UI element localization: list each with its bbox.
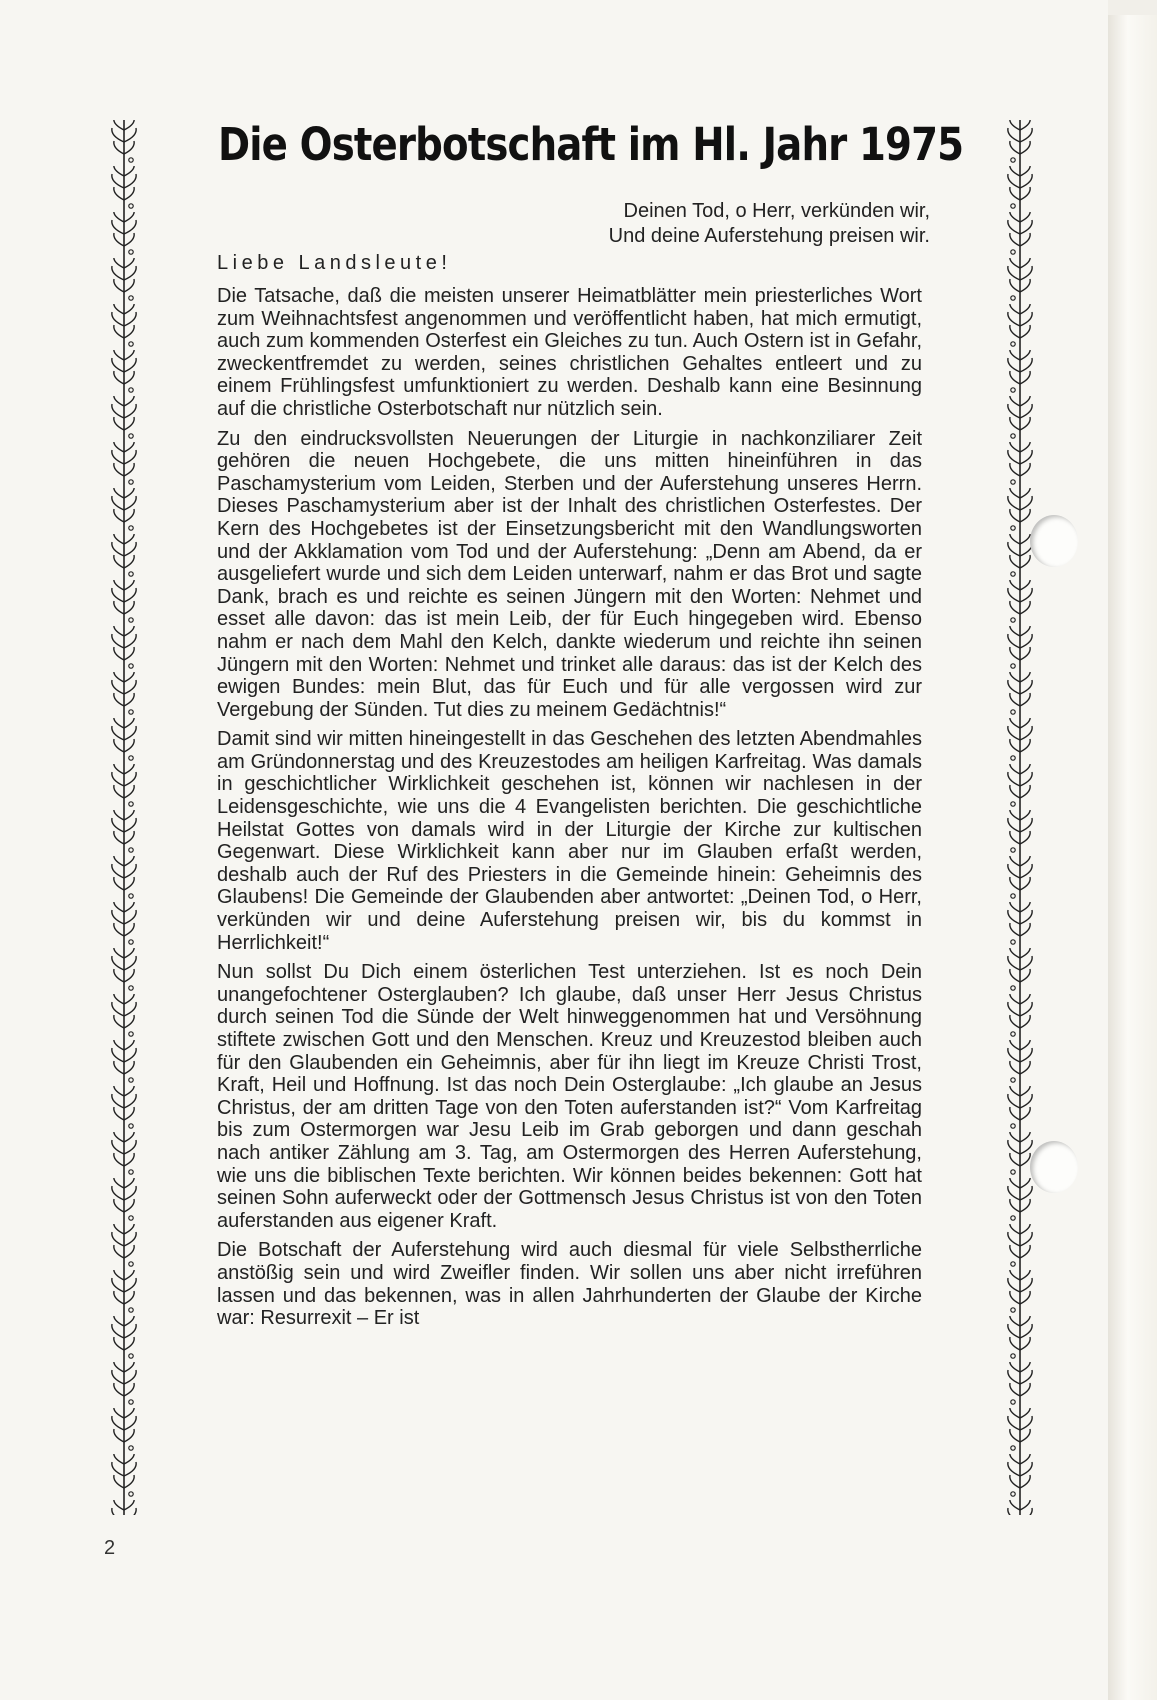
motto-line: Und deine Auferstehung preisen wir. [608,225,930,247]
article-body [217,285,922,1337]
page-number: 2 [104,1537,116,1559]
paragraph: Die Tatsache, daß die meisten unserer Heimatblätter mein priesterliches Wort zum Weihnachtsfest angenommen und veröffentlicht haben, hat mich ermutigt, auch zum kommenden Osterfest ein Gleiches zu tun. Auch Ostern ist in Gefahr, zweckentfremdet zu werden, seines christlichen Gehaltes entleert und zu einem Frühlingsfest umfunktioniert zu werden. Deshalb kann eine Besinnung auf die christliche Osterbotschaft nur nützlich sein. [217,285,922,420]
wheat-sprig-icon [106,120,142,1515]
motto-line: Deinen Tod, o Herr, verkünden wir, [623,200,930,222]
paragraph: Nun sollst Du Dich einem österlichen Test unterziehen. Ist es noch Dein unangefochtener Osterglauben? Ich glaube, daß unser Herr Jesus Christus durch seinen Tod die Sünde der Welt hinweggenommen hat und Versöhnung stiftete zwischen Gott und den Menschen. Kreuz und Kreuzestod bleiben auch für den Glaubenden ein Geheimnis, aber für ihn liegt im Kreuze Christi Trost, Kraft, Heil und Hoffnung. Ist das noch Dein Osterglaube: „Ich glaube an Jesus Christus, der am dritten Tage von den Toten auferstanden ist?“ Vom Karfreitag bis zum Ostermorgen war Jesu Leib im Grab geborgen und dann geschah nach antiker Zählung am 3. Tag, am Ostermorgen des Herren Auferstehung, wie uns die biblischen Texte berichten. Wir können beides bekennen: Gott hat seinen Sohn auferweckt oder der Gottmensch Jesus Christus ist von den Toten auferstanden aus eigener Kraft. [217,961,922,1232]
ornament-border-left [106,120,142,1515]
paragraph: Damit sind wir mitten hineingestellt in das Geschehen des letzten Abendmahles am Gründonnerstag und des Kreuzestodes am heiligen Karfreitag. Was damals in geschichtlicher Wirklichkeit geschehen ist, können wir nachlesen in der Leidensgeschichte, wie uns die 4 Evangelisten berichten. Die geschichtliche Heilstat Gottes von damals wird in der Liturgie der Kirche zur kultischen Gegenwart. Diese Wirklichkeit kann aber nur im Glauben erfaßt werden, deshalb auch der Ruf des Priesters in die Gemeinde hinein: Geheimnis des Glaubens! Die Gemeinde der Glaubenden aber antwortet: „Deinen Tod, o Herr, verkünden wir und deine Auferstehung preisen wir, bis du kommst in Herrlichkeit!“ [217,728,922,954]
ornament-border-right [1002,120,1038,1515]
paragraph: Die Botschaft der Auferstehung wird auch diesmal für viele Selbstherrliche anstößig sein und wird Zweifler finden. Wir sollen uns aber nicht irreführen lassen und das bekennen, was in allen Jahrhunderten der Glaube der Kirche war: Resurrexit – Er ist [217,1239,922,1330]
motto-quote [480,199,930,249]
article-title: Die Osterbotschaft im Hl. Jahr 1975 [218,118,964,171]
wheat-sprig-icon [1002,120,1038,1515]
salutation: Liebe Landsleute! [217,252,452,274]
page-edge [1108,15,1157,1700]
punch-hole [1030,1141,1078,1193]
paragraph: Zu den eindrucksvollsten Neuerungen der Liturgie in nachkonziliarer Zeit gehören die neuen Hochgebete, die uns mitten hineinführen in das Paschamysterium vom Leiden, Sterben und der Auferstehung unseres Herrn. Dieses Paschamysterium aber ist der Inhalt des christlichen Osterfestes. Der Kern des Hochgebetes ist der Einsetzungsbericht mit den Wandlungsworten und der Akklamation vom Tod und der Auferstehung: „Denn am Abend, da er ausgeliefert wurde und sich dem Leiden unterwarf, nahm er das Brot und sagte Dank, brach es und reichte es seinen Jüngern mit den Worten: Nehmet und esset alle davon: das ist mein Leib, der für Euch hingegeben wird. Ebenso nahm er nach dem Mahl den Kelch, dankte wiederum und reichte ihn seinen Jüngern mit den Worten: Nehmet und trinket alle daraus: das ist der Kelch des ewigen Bundes: mein Blut, das für Euch und für alle vergossen wird zur Vergebung der Sünden. Tut dies zu meinem Gedächtnis!“ [217,427,922,721]
punch-hole [1030,515,1078,567]
